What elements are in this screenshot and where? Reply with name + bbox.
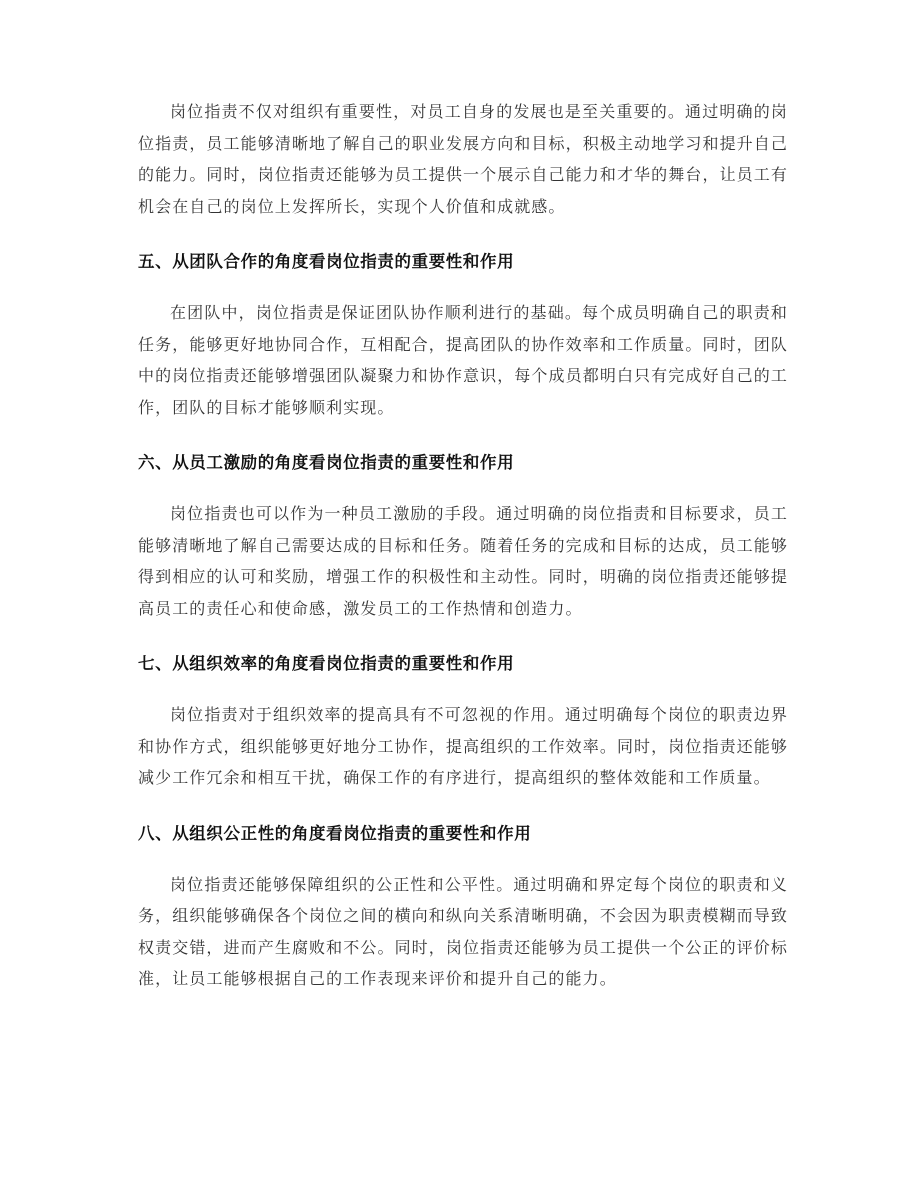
section-heading-5: 五、从团队合作的角度看岗位指责的重要性和作用	[138, 252, 515, 271]
section-paragraph-8: 岗位指责还能够保障组织的公正性和公平性。通过明确和界定每个岗位的职责和义务，组织能够确保各个岗位之间的横向和纵向关系清晰明确，不会因为职责模糊而导致权责交错，进而产生腐败和不公。同时，岗位指责还能够为员工提供一个公正的评价标准，让员工能够根据自己的工作表现来评价和提升自己的能力。	[138, 874, 788, 988]
section-heading-8: 八、从组织公正性的角度看岗位指责的重要性和作用	[138, 823, 532, 843]
section-heading-7: 七、从组织效率的角度看岗位指责的重要性和作用	[138, 654, 515, 673]
section-heading-6: 六、从员工激励的角度看岗位指责的重要性和作用	[138, 453, 515, 472]
section-paragraph-7: 岗位指责对于组织效率的提高具有不可忽视的作用。通过明确每个岗位的职责边界和协作方式，组织能够更好地分工协作，提高组织的工作效率。同时，岗位指责还能够减少工作冗余和相互干扰，确保工作的有序进行，提高组织的整体效能和工作质量。	[138, 705, 788, 787]
document-body	[138, 96, 788, 995]
section-paragraph-5: 在团队中，岗位指责是保证团队协作顺利进行的基础。每个成员明确自己的职责和任务，能够更好地协同合作，互相配合，提高团队的协作效率和工作质量。同时，团队中的岗位指责还能够增强团队凝聚力和协作意识，每个成员都明白只有完成好自己的工作，团队的目标才能够顺利实现。	[138, 303, 788, 417]
section-paragraph-6: 岗位指责也可以作为一种员工激励的手段。通过明确的岗位指责和目标要求，员工能够清晰地了解自己需要达成的目标和任务。随着任务的完成和目标的达成，员工能够得到相应的认可和奖励，增强工作的积极性和主动性。同时，明确的岗位指责还能够提高员工的责任心和使命感，激发员工的工作热情和创造力。	[138, 504, 788, 618]
intro-paragraph: 岗位指责不仅对组织有重要性，对员工自身的发展也是至关重要的。通过明确的岗位指责，员工能够清晰地了解自己的职业发展方向和目标，积极主动地学习和提升自己的能力。同时，岗位指责还能够为员工提供一个展示自己能力和才华的舞台，让员工有机会在自己的岗位上发挥所长，实现个人价值和成就感。	[138, 102, 788, 216]
